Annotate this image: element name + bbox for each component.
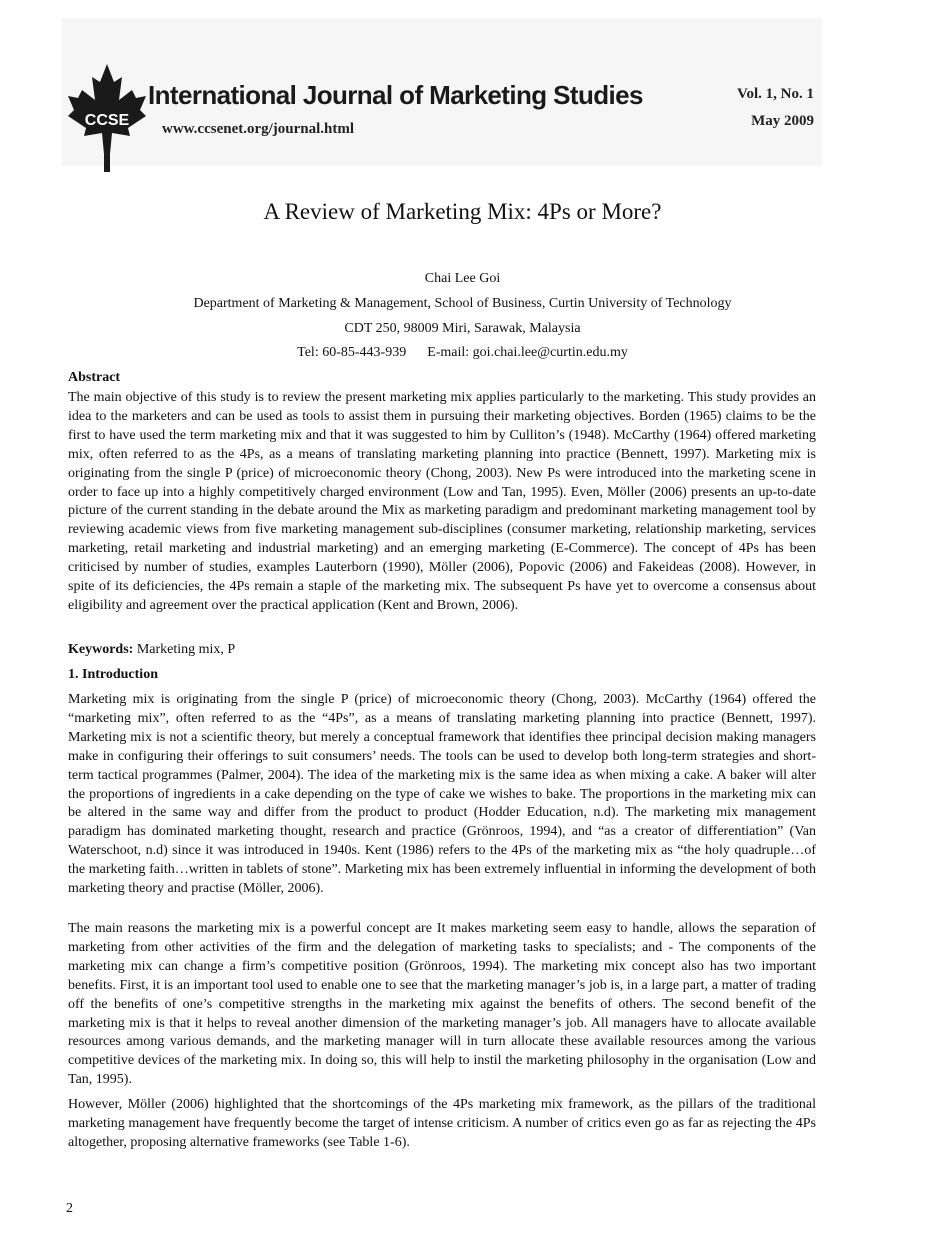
keywords-label: Keywords: — [68, 642, 134, 657]
journal-url[interactable]: www.ccsenet.org/journal.html — [162, 121, 355, 137]
author-address: CDT 250, 98009 Miri, Sarawak, Malaysia — [344, 321, 581, 336]
abstract-heading: Abstract — [68, 370, 121, 385]
intro-paragraph-1: Marketing mix is originating from the single P (price) of microeconomic theory (Chong, 2003). McCarthy (1964) offered the “marketing mix”, often referred to as the “4Ps”, as a means of translating marketing planning into practice (Bennett, 1997). Marketing mix is not a scientific theory, but merely a conceptual framework that identifies thee principal decision making managers make in configuring their offerings to suit consumers’ needs. The tools can be used to develop both long-term strategies and short-term tactical programmes (Palmer, 2004). The idea of the marketing mix is the same idea as when mixing a cake. A baker will alter the proportions of ingredients in a cake depending on the type of cake we wishes to bake. The proportions in the marketing mix can be altered in the same way and differ from the product to product (Hodder Education, n.d). The marketing mix management paradigm has dominated marketing thought, research and practice (Grönroos, 1994), and “as a creator of differentiation” (Van Waterschoot, n.d) since it was introduced in 1940s. Kent (1986) refers to the 4Ps of the marketing mix as “the holy quadruple…of the marketing faith…written in tablets of stone”. Marketing mix has been extremely influential in informing the development of both marketing theory and practise (Möller, 2006). — [68, 692, 816, 897]
paper-title: A Review of Marketing Mix: 4Ps or More? — [263, 199, 662, 224]
journal-header — [62, 18, 822, 166]
author-contact: Tel: 60-85-443-939 E-mail: goi.chai.lee@curtin.edu.my — [297, 345, 628, 360]
journal-title: International Journal of Marketing Studies — [148, 80, 643, 110]
intro-paragraph-2: The main reasons the marketing mix is a powerful concept are It makes marketing seem easy to handle, allows the separation of marketing from other activities of the firm and the delegation of marketing tasks to specialists; and - The components of the marketing mix can change a firm’s competitive position (Grönroos, 1994). The marketing mix concept also has two important benefits. First, it is an important tool used to enable one to see that the marketing manager’s job is, in a large part, a matter of trading off the benefits of one’s competitive strengths in the marketing mix against the benefits of others. The second benefit of the marketing mix is that it helps to reveal another dimension of the marketing manager’s job. All managers have to allocate available resources among various demands, and the marketing manager will in turn allocate these available resources among the various competitive devices of the marketing mix. In doing so, this will help to instil the marketing philosophy in the organisation (Low and Tan, 1995). — [68, 921, 816, 1088]
intro-paragraph-3: However, Möller (2006) highlighted that the shortcomings of the 4Ps marketing mix framework, as the pillars of the traditional marketing management have frequently become the target of intense criticism. A number of critics even go as far as rejecting the 4Ps altogether, proposing alternative frameworks (see Table 1-6). — [68, 1097, 816, 1150]
issue-date: May 2009 — [751, 113, 814, 129]
volume-number: Vol. 1, No. 1 — [737, 86, 814, 102]
keywords-text: Marketing mix, P — [133, 642, 236, 657]
abstract-text: The main objective of this study is to review the present marketing mix applies particularly to the marketing. This study provides an idea to the marketers and can be used as tools to assist them in pursuing their marketing objectives. Borden (1965) claims to be the first to have used the term marketing mix and that it was suggested to him by Culliton’s (1948). McCarthy (1964) offered marketing mix, often referred to as the 4Ps, as a means of translating marketing planning into practice (Bennett, 1997). Marketing mix is originating from the single P (price) of microeconomic theory (Chong, 2003). New Ps were introduced into the marketing scene in order to face up into a highly competitively charged environment (Low and Tan, 1995). Even, Möller (2006) presents an up-to-date picture of the current standing in the debate around the Mix as marketing paradigm and predominant marketing management tool by reviewing academic views from five marketing management sub-disciplines (consumer marketing, relationship marketing, services marketing, retail marketing and industrial marketing) and an emerging marketing (E-Commerce). The concept of 4Ps has been criticised by number of studies, examples Lauterborn (1990), Möller (2006), Popovic (2006) and Fakeideas (2008). However, in spite of its deficiencies, the 4Ps remain a staple of the marketing mix. The subsequent Ps have yet to overcome a consensus about eligibility and agreement over the practical application (Kent and Brown, 2006). — [68, 390, 816, 613]
author-department: Department of Marketing & Management, School of Business, Curtin University of Technology — [193, 296, 732, 311]
logo-text: CCSE — [84, 112, 130, 129]
keywords-line — [68, 641, 235, 659]
author-name: Chai Lee Goi — [424, 271, 501, 286]
page-number: 2 — [66, 1201, 73, 1216]
maple-leaf-logo-icon — [66, 62, 148, 174]
introduction-heading: 1. Introduction — [68, 667, 158, 682]
